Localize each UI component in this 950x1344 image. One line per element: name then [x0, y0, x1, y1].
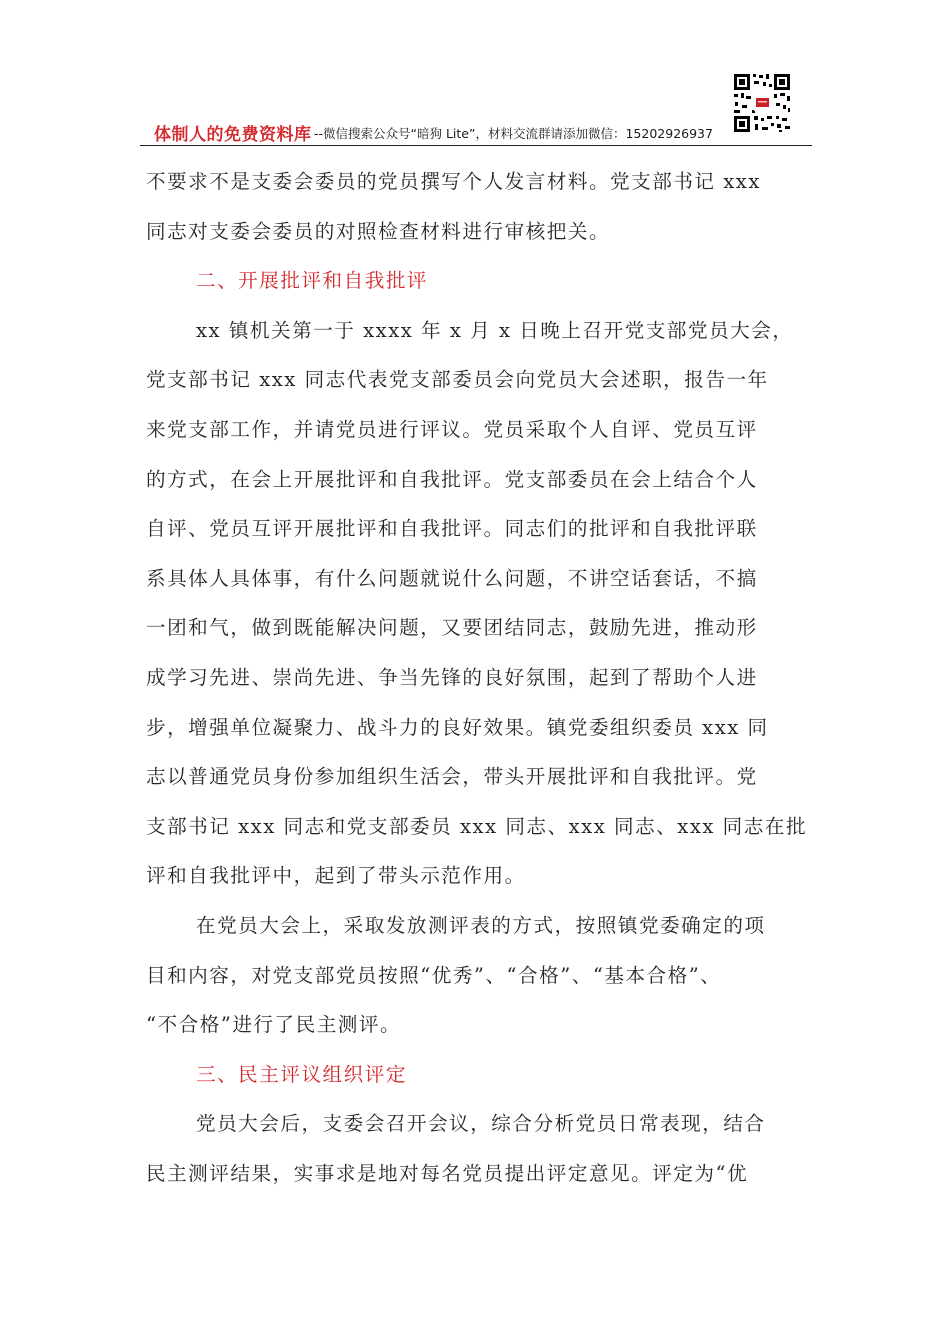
- body-line: 自评、党员互评开展批评和自我批评。同志们的批评和自我批评联: [146, 517, 758, 541]
- document-body: [146, 157, 806, 1198]
- header-divider: [140, 145, 812, 146]
- body-line: xx 镇机关第一于 xxxx 年 x 月 x 日晚上召开党支部党员大会，: [196, 318, 794, 342]
- header-brand: 体制人的免费资料库: [154, 125, 312, 145]
- body-line: “不合格”进行了民主测评。: [146, 1013, 402, 1037]
- section-heading: 三、民主评议组织评定: [196, 1062, 407, 1086]
- body-line: 一团和气，做到既能解决问题，又要团结同志，鼓励先进，推动形: [146, 616, 758, 640]
- body-line: 在党员大会上，采取发放测评表的方式，按照镇党委确定的项: [196, 913, 766, 937]
- body-line: 党员大会后，支委会召开会议，综合分析党员日常表现，结合: [196, 1112, 766, 1136]
- body-line: 成学习先进、崇尚先进、争当先锋的良好氛围，起到了帮助个人进: [146, 665, 758, 689]
- body-line: 目和内容，对党支部党员按照“优秀”、“合格”、“基本合格”、: [146, 963, 722, 987]
- section-heading: 二、开展批评和自我批评: [196, 269, 429, 293]
- body-line: 支部书记 xxx 同志和党支部委员 xxx 同志、xxx 同志、xxx 同志在批: [146, 814, 808, 838]
- page-header: [146, 116, 812, 146]
- body-line: 民主测评结果，实事求是地对每名党员提出评定意见。评定为“优: [146, 1161, 749, 1185]
- body-line: 党支部书记 xxx 同志代表党支部委员会向党员大会述职，报告一年: [146, 368, 769, 392]
- header-subtitle: --微信搜索公众号“暗狗 Lite”，材料交流群请添加微信：15202926937: [314, 126, 713, 141]
- body-line: 步，增强单位凝聚力、战斗力的良好效果。镇党委组织委员 xxx 同: [146, 715, 769, 739]
- body-line: 系具体人具体事，有什么问题就说什么问题，不讲空话套话，不搞: [146, 566, 758, 590]
- body-line: 评和自我批评中，起到了带头示范作用。: [146, 864, 526, 888]
- body-line: 来党支部工作，并请党员进行评议。党员采取个人自评、党员互评: [146, 417, 758, 441]
- body-line: 志以普通党员身份参加组织生活会，带头开展批评和自我批评。党: [146, 765, 758, 789]
- body-line: 的方式，在会上开展批评和自我批评。党支部委员在会上结合个人: [146, 467, 758, 491]
- body-line: 同志对支委会委员的对照检查材料进行审核把关。: [146, 219, 611, 243]
- body-line: 不要求不是支委会委员的党员撰写个人发言材料。党支部书记 xxx: [146, 170, 761, 193]
